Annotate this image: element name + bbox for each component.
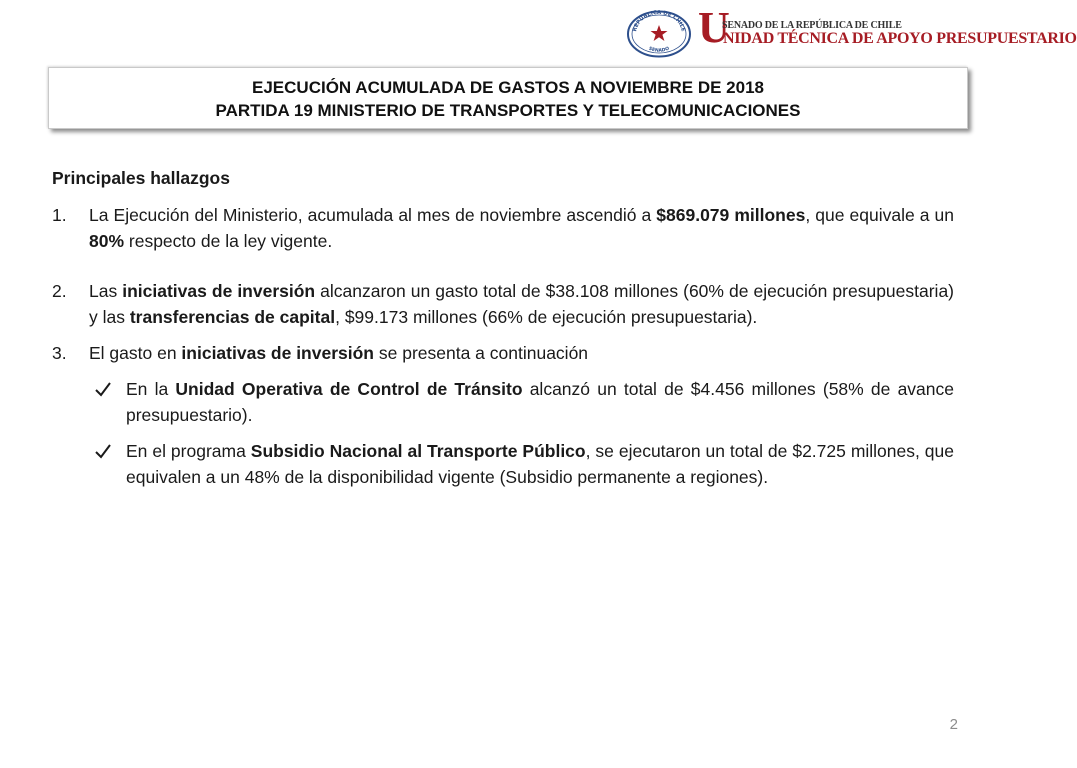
sub-item-text: , se ejecutaron un total de $2.725 millones, que equivalen a un 48% de la disponibilidad vigente (Subsidio permanente a regiones). <box>126 441 955 487</box>
finding-item-2 <box>52 278 954 330</box>
seal-bottom-text: SENADO <box>647 46 671 54</box>
sub-item-highlight: Unidad Operativa de Control de Tránsito <box>175 379 523 399</box>
senate-seal-icon <box>626 10 692 58</box>
item-text: La Ejecución del Ministerio, acumulada al mes de noviembre ascendió a <box>89 205 657 225</box>
findings-content <box>52 165 954 490</box>
senate-logo <box>626 3 1077 60</box>
item-highlight: iniciativas de inversión <box>122 281 316 301</box>
item-text: se presenta a continuación <box>374 343 589 363</box>
section-heading: Principales hallazgos <box>52 168 230 188</box>
item-highlight: transferencias de capital <box>129 307 336 327</box>
item-highlight-amount: $869.079 millones <box>656 205 806 225</box>
title-line-2: PARTIDA 19 MINISTERIO DE TRANSPORTES Y TELECOMUNICACIONES <box>215 101 801 120</box>
item-number: 3. <box>52 343 67 363</box>
sub-item-2 <box>52 438 954 490</box>
item-text: El gasto en <box>89 343 182 363</box>
logo-initial-letter: U <box>698 3 730 52</box>
item-highlight-percent: 80% <box>89 231 125 251</box>
item-text: , que equivale a un <box>805 205 954 225</box>
finding-item-1 <box>52 202 954 254</box>
checkmark-icon <box>94 443 112 459</box>
sub-item-text: En el programa <box>126 441 251 461</box>
finding-item-3 <box>52 340 954 366</box>
logo-unidad-line: NIDAD TÉCNICA DE APOYO PRESUPUESTARIO <box>723 30 1077 47</box>
item-text: Las <box>89 281 123 301</box>
sub-item-text: En la <box>126 379 176 399</box>
checkmark-icon <box>94 381 112 397</box>
title-banner <box>48 67 968 129</box>
item-highlight: iniciativas de inversión <box>181 343 374 363</box>
sub-item-text: alcanzó un total de $4.456 millones (58% de avance presupuestario). <box>126 379 955 425</box>
logo-senado-line: SENADO DE LA REPÚBLICA DE CHILE <box>722 20 902 31</box>
sub-item-highlight: Subsidio Nacional al Transporte Público <box>250 441 586 461</box>
title-line-1: EJECUCIÓN ACUMULADA DE GASTOS A NOVIEMBRE DE 2018 <box>252 78 764 97</box>
item-number: 1. <box>52 205 67 225</box>
item-number: 2. <box>52 281 67 301</box>
item-text: , $99.173 millones (66% de ejecución presupuestaria). <box>335 307 758 327</box>
item-text: respecto de la ley vigente. <box>124 231 333 251</box>
seal-text: REPÚBLICA DE CHILE <box>632 10 686 33</box>
sub-item-1 <box>52 376 954 428</box>
slide-number: 2 <box>949 716 958 733</box>
item-text: alcanzaron un gasto total de $38.108 millones (60% de ejecución presupuestaria) y las <box>89 281 955 327</box>
